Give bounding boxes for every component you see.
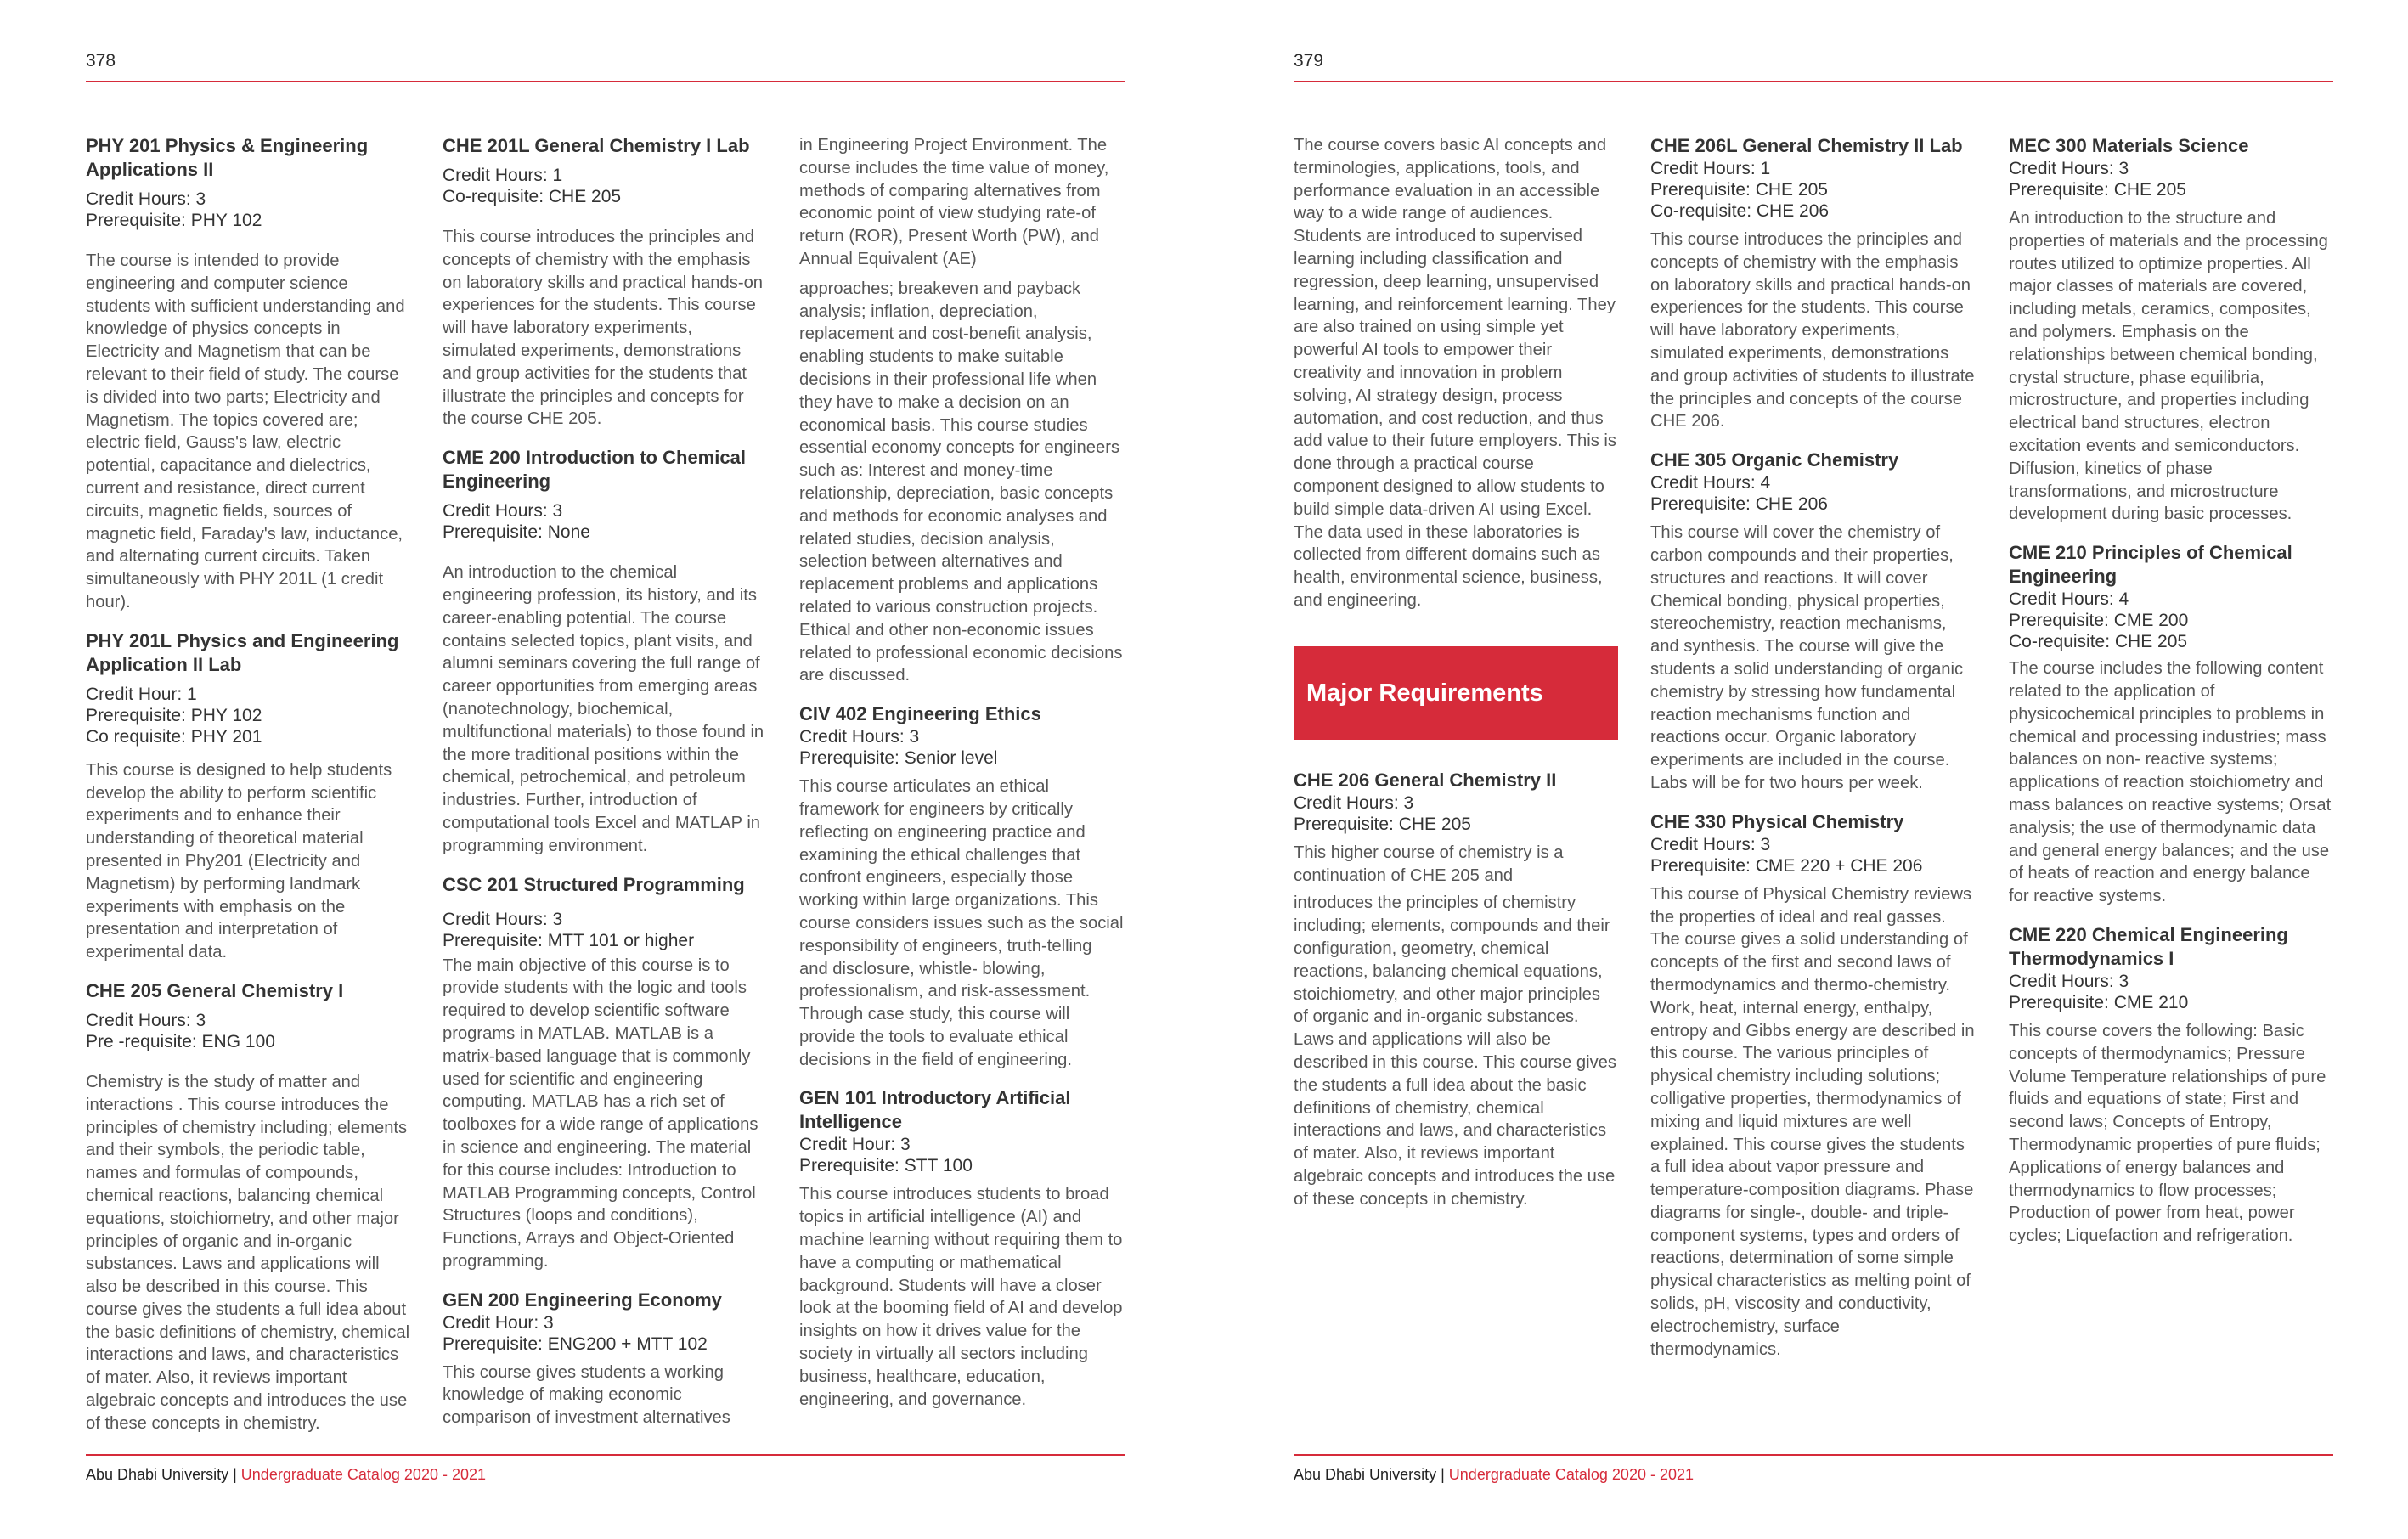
course-title: CHE 206L General Chemistry II Lab — [1650, 135, 1963, 156]
footer-separator: | — [1441, 1466, 1445, 1483]
course-description: This higher course of chemistry is a continuation of CHE 205 and — [1294, 843, 1564, 885]
footer-separator: | — [233, 1466, 237, 1483]
credit-hours: Credit Hour: 3 — [443, 1312, 554, 1333]
course-title: GEN 101 Introductory Artificial Intelligence — [799, 1087, 1071, 1133]
course-gen200 — [443, 1288, 767, 1429]
credit-hours: Credit Hours: 3 — [86, 1010, 206, 1030]
left-header-rule — [86, 81, 1125, 82]
course-civ402 — [799, 702, 1124, 1071]
right-header-rule — [1294, 81, 2333, 82]
credit-hours: Credit Hour: 3 — [799, 1135, 911, 1155]
footer-org: Abu Dhabi University — [1294, 1466, 1437, 1483]
course-che330 — [1650, 810, 1975, 1361]
course-description: This course will cover the chemistry of carbon compounds and their properties, structures and reactions. It will cover Chemical bonding, physical properties, stereochemistry, reaction mechanisms, and synthesis. The course will give the students a solid understanding of organic chemistry by stressing how fundamental reaction mechanisms function and reactions occur. Organic laboratory experiments are included in the course. Labs will be for two hours per week. — [1650, 523, 1964, 792]
course-che201l — [443, 134, 767, 431]
corequisite: Co-requisite: CHE 206 — [1650, 201, 1830, 221]
course-title: CHE 330 Physical Chemistry — [1650, 810, 1904, 832]
course-description: This course covers the following: Basic concepts of thermodynamics; Pressure Volume Temperature relationships of pure fluids and equations of state; First and second laws; Concepts of Entropy, Thermodynamic properties of pure fluids; Applications of energy balances and thermodynamics to flow processes; Production of power from heat, power cycles; Liquefaction and refrigeration. — [2009, 1021, 2326, 1246]
course-phy201 — [86, 134, 410, 614]
credit-hours: Credit Hours: 3 — [1650, 834, 1771, 854]
course-csc201 — [443, 873, 767, 1273]
course-description: This course of Physical Chemistry reviews the properties of ideal and real gasses. The course gives a solid understanding of concepts of the first and second laws of thermodynamics and thermo-chemistry. Work, heat, internal energy, enthalpy, entropy and Gibbs energy are described in this course. The various principles of physical chemistry including solutions; colligative properties, thermodynamics of mixing and liquid mixtures are well explained. This course gives the students a full idea about vapor pressure and temperature-composition diagrams. Phase diagrams for single-, double- and triple-component systems, types and orders of reactions, determination of some simple physical characteristics as melting point of solids, pH, viscosity and conductivity, electrochemistry, surface thermodynamics. — [1650, 884, 1975, 1359]
course-che206 — [1294, 769, 1618, 1211]
course-title: CHE 201L General Chemistry I Lab — [443, 135, 750, 156]
course-che305 — [1650, 448, 1975, 795]
left-col-2 — [443, 134, 767, 1445]
footer-org: Abu Dhabi University — [86, 1466, 229, 1483]
credit-hours: Credit Hours: 3 — [799, 727, 920, 747]
course-cme200 — [443, 446, 767, 857]
course-description: This course gives students a working knowledge of making economic comparison of investment alternatives — [443, 1362, 730, 1428]
course-description: This course introduces students to broad topics in artificial intelligence (AI) and machine learning without requiring them to have a computing or mathematical background. Students will have a closer look at the booming field of AI and develop insights on how it drives value for the society in virtually all sectors including business, healthcare, education, engineering, and governance. — [799, 1185, 1123, 1409]
course-description: This course introduces the principles and concepts of chemistry with the emphasis on laboratory skills and practical hands-on experiences for the students. This course will have laboratory experiments, simulated experiments, demonstrations and group activities of students to illustrate the principles and concepts of the course CHE 206. — [1650, 230, 1975, 431]
right-col-2 — [1650, 134, 1975, 1376]
corequisite: Co-requisite: CHE 205 — [2009, 632, 2188, 652]
right-col-3 — [2009, 134, 2333, 1263]
credit-hours: Credit Hours: 3 — [1294, 792, 1414, 813]
course-title: CIV 402 Engineering Ethics — [799, 703, 1041, 725]
right-footer — [1294, 1466, 1694, 1484]
course-gen101-continued: The course covers basic AI concepts and terminologies, applications, tools, and performance evaluation in an accessible way to a wide range of audiences. Students are introduced to supervised learning including classification and regression, deep learning, unsupervised learning, and reinforcement learning. They are also trained on using simple yet powerful AI tools to empower their creativity and innovation in problem solving, AI strategy design, process automation, and cost reduction, and thus add value to their future employers. This is done through a practical course component designed to allow students to build simple data-driven AI using Excel. The data used in these laboratories is collected from different domains such as health, environmental science, business, and engineering. — [1294, 136, 1617, 610]
credit-hours: Credit Hours: 3 — [2009, 159, 2129, 178]
prerequisite: Prerequisite: PHY 102 — [86, 211, 262, 230]
prerequisite: Prerequisite: CME 220 + CHE 206 — [1650, 855, 1923, 876]
course-description: An introduction to the chemical engineering profession, its history, and its career-enabling potential. The course contains selected topics, plant visits, and alumni seminars covering the full range of career opportunities from emerging areas (nanotechnology, biochemical, multifunctional materials) to those found in the more traditional positions within the chemical, petrochemical, and petroleum industries. Further, introduction of computational tools Excel and MATLAP in programming environment. — [443, 563, 764, 855]
course-title: CHE 205 General Chemistry I — [86, 979, 344, 1001]
course-gen101 — [799, 1086, 1124, 1411]
course-title: CHE 206 General Chemistry II — [1294, 769, 1557, 791]
course-che206l — [1650, 134, 1975, 433]
prerequisite: Prerequisite: ENG200 + MTT 102 — [443, 1333, 708, 1354]
credit-hours: Credit Hours: 3 — [86, 189, 206, 209]
credit-hours: Credit Hour: 1 — [86, 684, 197, 704]
corequisite: Co-requisite: CHE 205 — [443, 187, 622, 206]
prerequisite: Prerequisite: STT 100 — [799, 1156, 973, 1176]
prerequisite: Prerequisite: MTT 101 or higher — [443, 930, 695, 950]
course-mec300 — [2009, 134, 2333, 526]
credit-hours: Credit Hours: 3 — [2009, 971, 2129, 991]
course-description: The course is intended to provide engineering and computer science students with sufficient understanding and knowledge of physics concepts in Electricity and Magnetism that can be relevant to their field of study. The course is divided into two parts; Electricity and Magnetism. The topics covered are; electric field, Gauss's law, electric potential, capacitance and dielectrics, current and resistance, direct current circuits, magnetic fields, sources of magnetic field, Faraday's law, inductance, and alternating current circuits. Taken simultaneously with PHY 201L (1 credit hour). — [86, 251, 405, 612]
prerequisite: Prerequisite: None — [443, 522, 590, 543]
corequisite: Co requisite: PHY 201 — [86, 726, 262, 747]
course-title: CSC 201 Structured Programming — [443, 873, 745, 895]
course-description: This course is designed to help students develop the ability to perform scientific experiments and to enhance their understanding of theoretical material presented in Phy201 (Electricity and Magnetism) by performing landmark experiments with emphasis on the presentation and interpretation of experimental data. — [86, 760, 392, 962]
course-title: CME 200 Introduction to Chemical Engineering — [443, 447, 746, 493]
footer-catalog: Undergraduate Catalog 2020 - 2021 — [240, 1466, 487, 1483]
course-description: An introduction to the structure and properties of materials and the processing routes utilized to optimize properties. All major classes of materials are covered, including metals, ceramics, composites, and polymers. Emphasis on the relationships between chemical bonding, crystal structure, phase equilibria, microstructure, and properties including electrical band structures, electron excitation events and semiconductors. Diffusion, kinetics of phase transformations, and microstructure development during basic processes. — [2009, 209, 2328, 524]
course-phy201l — [86, 629, 410, 964]
prerequisite: Pre -requisite: ENG 100 — [86, 1031, 275, 1051]
prerequisite: Prerequisite: PHY 102 — [86, 705, 262, 725]
prerequisite: Prerequisite: CME 210 — [2009, 992, 2189, 1012]
credit-hours: Credit Hours: 3 — [443, 909, 563, 929]
major-requirements-banner: Major Requirements — [1294, 646, 1618, 740]
left-footer — [86, 1466, 486, 1484]
prerequisite: Prerequisite: CHE 205 — [2009, 180, 2186, 200]
prerequisite: Prerequisite: CHE 205 — [1294, 814, 1471, 834]
course-cme210 — [2009, 541, 2333, 908]
prerequisite: Prerequisite: CHE 206 — [1650, 494, 1828, 515]
credit-hours: Credit Hours: 1 — [1650, 159, 1771, 178]
left-footer-rule — [86, 1454, 1125, 1456]
course-description-cont: approaches; breakeven and payback analysis; inflation, depreciation, replacement and cost-benefit analysis, enabling students to make suitable decisions in their professional life when they have to make a decision on an economical basis. This course studies essential economy concepts for engineers such as: Interest and money-time relationship, depreciation, basic concepts and methods for economic analyses and related studies, decision analysis, selection between alternatives and replacement problems and applications related to various construction projects. Ethical and other non-economic issues related to professional economic decisions are discussed. — [799, 279, 1123, 685]
prerequisite: Prerequisite: CHE 205 — [1650, 180, 1828, 200]
course-gen200-continued — [799, 134, 1124, 687]
course-description: in Engineering Project Environment. The course includes the time value of money, methods of comparing alternatives from economic point of view studying rate-of return (ROR), Present Worth (PW), and Annual Equivalent (AE) — [799, 136, 1109, 268]
prerequisite: Prerequisite: Senior level — [799, 748, 998, 769]
course-title: GEN 200 Engineering Economy — [443, 1288, 722, 1311]
right-page-number: 379 — [1294, 51, 1324, 70]
course-title: MEC 300 Materials Science — [2009, 135, 2249, 156]
course-title: PHY 201 Physics & Engineering Applications II — [86, 135, 369, 180]
course-description: The main objective of this course is to provide students with the logic and tools required to develop scientific software programs in MATLAB. MATLAB is a matrix-based language that is commonly used for scientific and engineering computing. MATLAB has a rich set of toolboxes for a wide range of applications in science and engineering. The material for this course includes: Introduction to MATLAB Programming concepts, Control Structures (loops and conditions), Functions, Arrays and Object-Oriented programming. — [443, 956, 758, 1271]
course-title: CME 210 Principles of Chemical Engineering — [2009, 542, 2292, 588]
course-title: CME 220 Chemical Engineering Thermodynamics I — [2009, 923, 2288, 969]
course-description: The course includes the following content related to the application of physicochemical principles to problems in chemical and processing industries; mass balances on non- reactive systems; applications of reaction stoichiometry and mass balances on reactive systems; Orsat analysis; the use of thermodynamic data and general energy balances; and the use of heats of reaction and energy balance for reactive systems. — [2009, 659, 2332, 906]
credit-hours: Credit Hours: 1 — [443, 166, 563, 185]
credit-hours: Credit Hours: 4 — [1650, 473, 1771, 493]
right-col-1 — [1294, 134, 1618, 1226]
credit-hours: Credit Hours: 3 — [443, 501, 563, 521]
course-title: PHY 201L Physics and Engineering Application II Lab — [86, 629, 399, 675]
course-description-cont: introduces the principles of chemistry including; elements, compounds and their configuration, geometry, chemical reactions, balancing chemical equations, stoichiometry, and other major principles of organic and in-organic substances. Laws and applications will also be described in this course. This course gives the students a full idea about the basic definitions of chemistry, chemical interactions and laws, and characteristics of mater. Also, it reviews important algebraic concepts and introduces the use of these concepts in chemistry. — [1294, 894, 1617, 1209]
footer-catalog: Undergraduate Catalog 2020 - 2021 — [1448, 1466, 1695, 1483]
course-che205 — [86, 979, 410, 1435]
credit-hours: Credit Hours: 4 — [2009, 589, 2129, 610]
right-footer-rule — [1294, 1454, 2333, 1456]
prerequisite: Prerequisite: CME 200 — [2009, 611, 2189, 631]
course-title: CHE 305 Organic Chemistry — [1650, 449, 1899, 471]
left-col-1 — [86, 134, 410, 1451]
left-page-number: 378 — [86, 51, 116, 70]
course-description: This course articulates an ethical framework for engineers by critically reflecting on engineering practice and examining the ethical challenges that confront engineers, especially those working within large organizations. This course considers issues such as the social responsibility of engineers, truth-telling and disclosure, whistle- blowing, professionalism, and risk-assessment. Through case study, this course will provide the tools to evaluate ethical decisions in the field of engineering. — [799, 777, 1124, 1069]
course-description: This course introduces the principles and concepts of chemistry with the emphasis on laboratory skills and practical hands-on experiences for the students. This course will have laboratory experiments, simulated experiments, demonstrations and group activities for the students that illustrate the principles and concepts for the course CHE 205. — [443, 228, 764, 429]
left-col-3 — [799, 134, 1124, 1426]
course-cme220 — [2009, 923, 2333, 1248]
course-description: Chemistry is the study of matter and interactions . This course introduces the principles of chemistry including; elements and their symbols, the periodic table, names and formulas of compounds, chemical reactions, balancing chemical equations, stoichiometry, and other major principles of organic and in-organic substances. Laws and applications will also be described in this course. This course gives the students a full idea about the basic definitions of chemistry, chemical interactions and laws, and characteristics of mater. Also, it reviews important algebraic concepts and introduces the use of these concepts in chemistry. — [86, 1072, 410, 1433]
